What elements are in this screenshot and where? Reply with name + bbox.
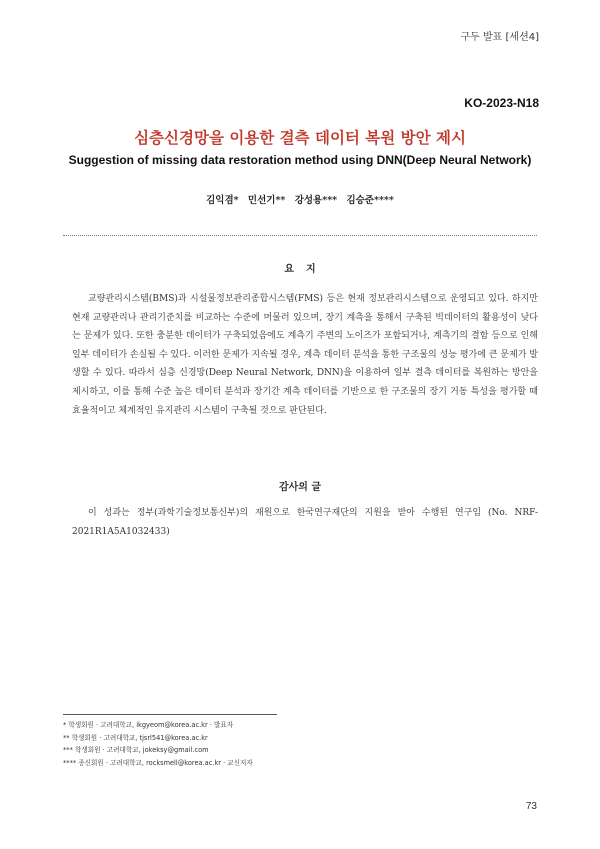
footnote-4: **** 종신회원 · 고려대학교, rocksmell@korea.ac.kr · 교신저자 xyxy=(63,759,253,768)
page-number: 73 xyxy=(525,801,537,812)
section-divider xyxy=(63,235,537,236)
footnote-divider xyxy=(63,714,277,715)
paper-code: KO-2023-N18 xyxy=(464,96,539,110)
abstract-body: 교량관리시스템(BMS)과 시설물정보관리종합시스템(FMS) 등은 현재 정보관리시스템으로 운영되고 있다. 하지만 현재 교량관리나 관리기준치를 비교하는 수준에 머물러 있으며, 장기 계측을 통해서 구축된 빅데이터의 활용성이 낮다는 문제가 있다. 또한 충분한 데이터가 구축되었음에도 계측기 주변의 노이즈가 포함되거나, 계측기의 결함 등으로 인해 일부 데이터가 손실될 수 있다. 이러한 문제가 지속될 경우, 계측 데이터 분석을 통한 구조물의 성능 평가에 큰 문제가 발생할 수 있다. 따라서 심층 신경망(Deep Neural Network, DNN)을 이용하여 일부 결측 데이터를 복원하는 방안을 제시하고, 이를 통해 수준 높은 데이터 분석과 장기간 계측 데이터를 기반으로 한 구조물의 장기 거동 특성을 평가할 때 효율적이고 체계적인 유지관리 시스템이 구축될 것으로 판단된다. xyxy=(72,294,538,416)
footnote-1: * 학생회원 · 고려대학교, ikgyeom@korea.ac.kr · 발표자 xyxy=(63,721,234,729)
footnotes xyxy=(63,719,253,770)
acknowledgement-body: 이 성과는 정부(과학기술정보통신부)의 재원으로 한국연구재단의 지원을 받아 수행된 연구임 (No. NRF-2021R1A5A1032433) xyxy=(72,508,538,537)
title-english: Suggestion of missing data restoration method using DNN(Deep Neural Network) xyxy=(68,153,532,167)
session-label: 구두 발표 [세션4] xyxy=(460,32,539,43)
author-list: 김익겸* 민선기** 강성용*** 김승준**** xyxy=(206,195,394,206)
acknowledgement-heading: 감사의 글 xyxy=(278,482,322,493)
footnote-3: *** 학생회원 · 고려대학교, jokeksy@gmail.com xyxy=(63,746,209,755)
title-korean: 심층신경망을 이용한 결측 데이터 복원 방안 제시 xyxy=(134,129,466,147)
footnote-2: ** 학생회원 · 고려대학교, tjsrl541@korea.ac.kr xyxy=(63,733,208,742)
abstract-heading: 요지 xyxy=(284,264,328,275)
